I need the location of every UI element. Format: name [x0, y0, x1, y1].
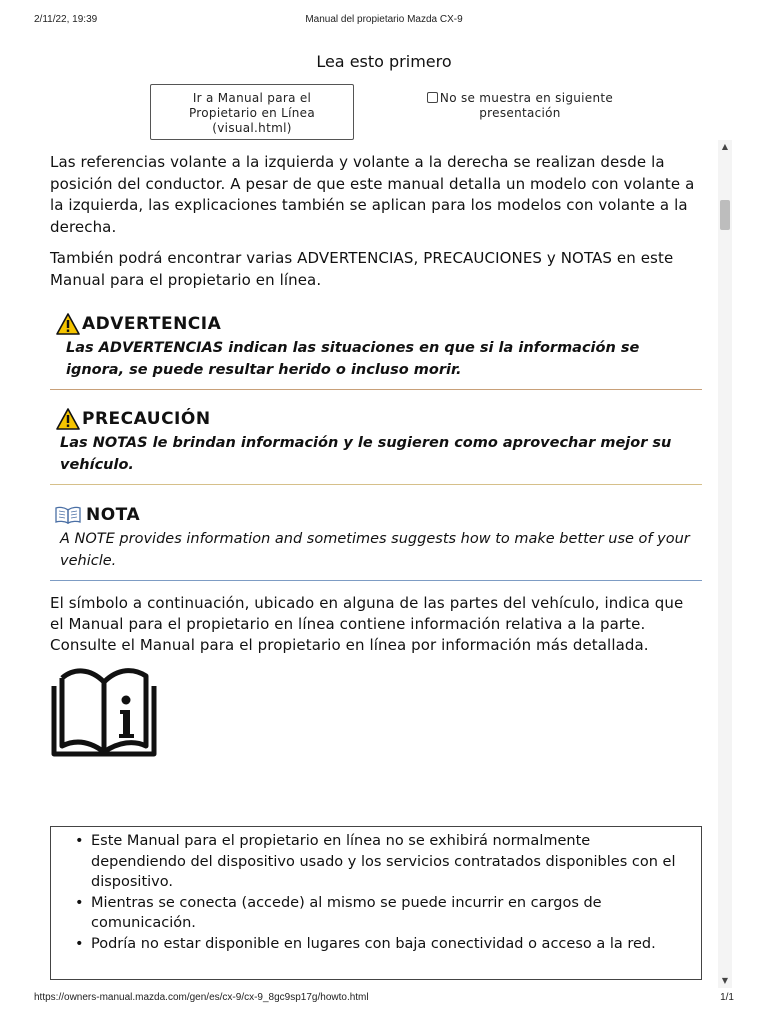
- caution-title: PRECAUCIÓN: [82, 409, 211, 429]
- scrollbar-thumb[interactable]: [720, 200, 730, 230]
- notice-box: [50, 826, 702, 980]
- arrow-down-icon[interactable]: ▼: [721, 976, 729, 985]
- warning-triangle-icon: [56, 313, 80, 335]
- online-manual-label-3: (visual.html): [212, 121, 292, 135]
- list-item: • Este Manual para el propietario en línea no se exhibirá normalmente dependiendo del dispositivo usado y los servicios contratados disponibles con el dispositivo.: [75, 831, 677, 893]
- print-footer: [0, 992, 768, 1006]
- symbol-paragraph: El símbolo a continuación, ubicado en alguna de las partes del vehículo, indica que el Manual para el propietario en línea contiene información relativa a la parte. Consulte el Manual para el propietario en línea por información más detallada.: [50, 594, 684, 654]
- no-show-label-1: No se muestra en siguiente: [439, 91, 614, 105]
- note-title: NOTA: [86, 505, 141, 525]
- note-divider: [50, 580, 702, 581]
- caution-divider: [50, 484, 702, 485]
- online-manual-label-2: Propietario en Línea: [188, 106, 316, 120]
- main-content: [50, 152, 700, 762]
- print-datetime: 2/11/22, 19:39: [34, 14, 98, 25]
- print-title: Manual del propietario Mazda CX-9: [305, 14, 463, 25]
- list-item: • Mientras se conecta (accede) al mismo se puede incurrir en cargos de comunicación.: [75, 893, 677, 934]
- arrow-up-icon[interactable]: ▲: [721, 142, 729, 151]
- caution-text: Las NOTAS le brindan información y le sugieren como aprovechar mejor su vehículo.: [60, 435, 672, 473]
- no-show-label-2: presentación: [479, 106, 561, 120]
- vertical-scrollbar[interactable]: [718, 140, 732, 988]
- intro-paragraph-1: Las referencias volante a la izquierda y volante a la derecha se realizan desde la posición del conductor. A pesar de que este manual detalla un modelo con volante a la izquierda, las explicaciones también se aplican para los modelos con volante a la derecha.: [50, 153, 695, 236]
- warning-text: Las ADVERTENCIAS indican las situaciones en que si la información se ignora, se puede resultar herido o incluso morir.: [66, 340, 640, 378]
- warning-divider: [50, 389, 702, 390]
- note-block: [50, 505, 700, 581]
- notice-list: [75, 831, 677, 954]
- warning-title: ADVERTENCIA: [82, 314, 222, 334]
- list-item: • Podría no estar disponible en lugares con baja conectividad o acceso a la red.: [75, 934, 677, 955]
- intro-paragraph-2: También podrá encontrar varias ADVERTENCIAS, PRECAUCIONES y NOTAS en este Manual para el propietario en línea.: [50, 249, 674, 289]
- manual-info-symbol: [50, 664, 166, 758]
- print-page-number: 1/1: [720, 992, 734, 1003]
- warning-triangle-icon: [56, 408, 80, 430]
- warning-block: [50, 313, 700, 390]
- open-book-icon: [54, 506, 82, 524]
- caution-block: [50, 408, 700, 485]
- page-title: Lea esto primero: [316, 52, 452, 71]
- note-text: A NOTE provides information and sometimes suggests how to make better use of your vehicle.: [60, 531, 690, 569]
- online-manual-label-1: Ir a Manual para el: [192, 91, 312, 105]
- online-manual-button[interactable]: [150, 84, 354, 140]
- print-header: [0, 14, 768, 28]
- no-show-checkbox[interactable]: [427, 92, 438, 103]
- print-url: https://owners-manual.mazda.com/gen/es/cx-9/cx-9_8gc9sp17g/howto.html: [34, 992, 369, 1003]
- no-show-option[interactable]: [414, 91, 626, 121]
